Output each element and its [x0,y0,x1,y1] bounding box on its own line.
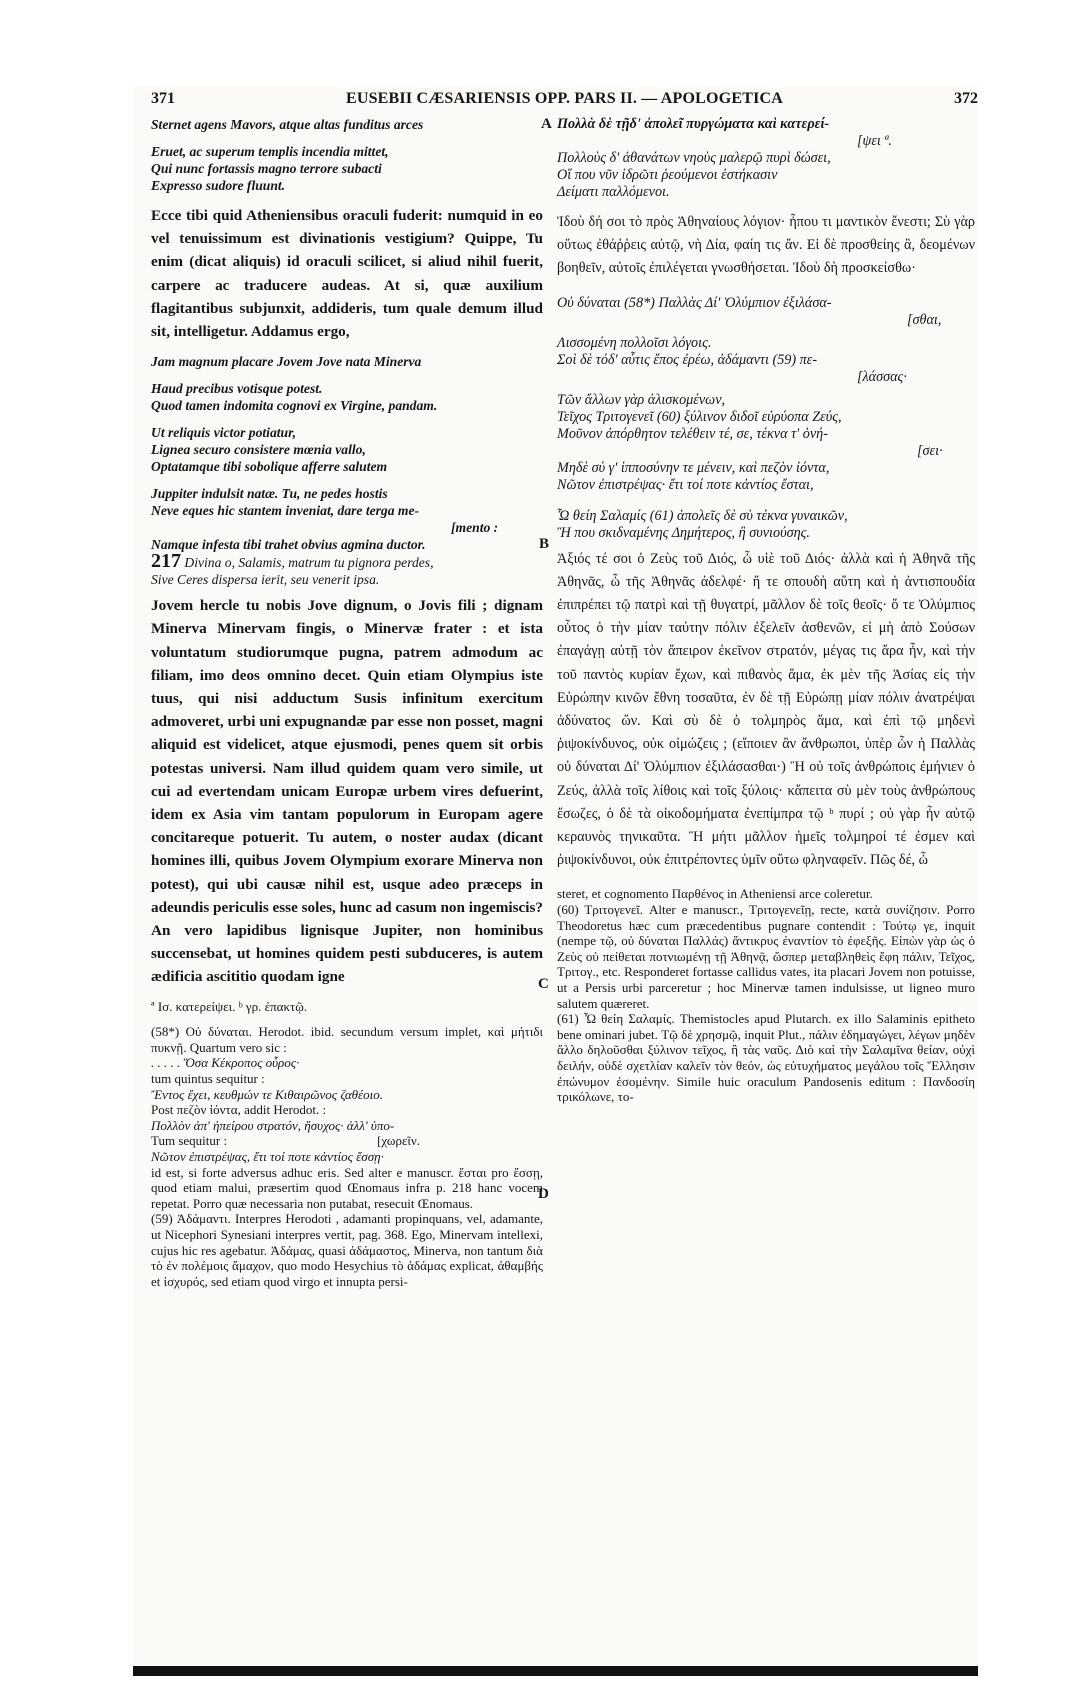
verse-line: Σοὶ δὲ τόδ' αὖτις ἔπος ἐρέω, ἀδάμαντι (59) πε- [557,351,818,368]
verse-line: Quod tamen indomita cognovi ex Virgine, pandam. [151,398,438,414]
verse-line: Νῶτον ἐπιστρέψας· ἔτι τοί ποτε κἀντίος ἔσται, [557,476,814,493]
note-text: tum quintus sequitur : [151,1071,265,1087]
verse-continuation: [ψει ª. [857,133,892,149]
verse-line: Haud precibus votisque potest. [151,381,323,397]
verse-line: Jam magnum placare Jovem Jove nata Minerva [151,354,422,370]
latin-paragraph: Ecce tibi quid Atheniensibus oraculi fuderit: numquid in eo vel tenuissimum est divinationis vestigium? Quippe, Tu enim (dicat aliquis) id oraculi scilicet, si aliud nihil fuerit, carpere ac traducere audeas. At si, quæ auxilium flagitantibus subjunxit, addideris, tum quale demum illud sit, intelligetur. Addamus ergo, [151,207,543,341]
verse-continuation: [mento : [451,520,499,536]
left-column-latin [151,116,543,1289]
section-marker-b: B [539,536,550,552]
running-header [151,90,978,116]
verse-line: Οὐ δύναται (58*) Παλλὰς Δί' Ὀλύμπιον ἐξιλάσα- [557,294,832,311]
verse-continuation: [σει· [917,442,943,459]
verse-line: Λισσομένη πολλοῖσι λόγοις. [557,334,712,351]
running-title: EUSEBII CÆSARIENSIS OPP. PARS II. — APOLOGETICA [345,90,784,107]
verse-line: Expresso sudore fluunt. [151,178,286,193]
commentary-note-61: (61) Ὦ θείη Σαλαμίς. Themistocles apud Plutarch. ex illo Salaminis epitheto bene ominari jubet. Τῷ δὲ χρησμῷ, inquit Plut., πάλιν ἐδημαγώγει, λέγων μηδὲν ἄλλο δηλοῦσθαι ξύλινον τεῖχος, ἢ τὰς ναῦς. Διὸ καὶ τὴν Σαλαμῖνα θείαν, οὐχὶ δειλήν, οὐδὲ σχετλίαν καλεῖν τὸν θεόν, ὡς εὐτυχήματος μεγάλου τοῖς Ἕλλησιν ἐπώνυμον ἐσομένην. Simile huic oraculum Pandosenis editum : Πανδοσίη τρικόλωνε, το- [557,1011,975,1105]
verse-line: Qui nunc fortassis magno terrore subacti [151,161,382,176]
verse-line: Τῶν ἄλλων γὰρ ἁλισκομένων, [557,391,726,408]
commentary-note-59: (59) Ἀδάμαντι. Interpres Herodoti , adamanti propinquans, vel, adamante, ut Nicephori Synesiani interpres vertit, pag. 368. Ego, Minervam intellexi, cujus hic res agebatur. Ἀδάμας, quasi ἀδάμαστος, Minerva, non tantum διὰ τὸ ἐν πολέμοις ἄμαχον, quo modo Hesychius τὸ ἀδάμας explicat, ἀθαμβής et ἰσχυρός, sed etiam quod virgo et innupta persi- [151,1211,543,1289]
note-greek: Ἔντος ἔχει, κευθμών τε Κιθαιρῶνος ζαθέοιο. [151,1086,384,1102]
note-greek: Πολλὸν ἀπ' ἠπείρου στρατόν, ἥσυχος· ἀλλ' ὑπο- [151,1117,395,1133]
verse-line: Eruet, ac superum templis incendia mittet, [151,144,389,159]
right-column-greek [557,116,975,1105]
verse-line: Ut reliquis victor potiatur, [151,425,297,441]
verse-block [151,143,543,194]
page-number-right: 372 [954,90,978,107]
note-greek: Νῶτον ἐπιστρέψας, ἔτι τοί ποτε κἀντίος ἔσσῃ· [151,1149,384,1165]
commentary-note-58 [151,1024,543,1211]
note-text: id est, si forte adversus adhuc eris. Sed alter e manuscr. ἔσται pro ἔσσῃ, quod etiam malui, præsertim quod Œnomaus infra p. 218 hanc vocem repetat. Porro quæ necessaria non putabat, resecuit Œnomaus. [151,1164,543,1211]
commentary-note-cont: steret, et cognomento Παρθένος in Atheniensi arce coleretur. [557,886,873,902]
section-marker-a: A [541,116,552,132]
verse-line: Πολλοὺς δ' ἀθανάτων νηοὺς μαλερῷ πυρὶ δώσει, [557,150,831,166]
verse-line: Οἵ που νῦν ἱδρῶτι ῥεούμενοι ἑστήκασιν [557,167,778,183]
page-margin [0,0,133,1694]
verse-line: Ἢ που σκιδναμένης Δημήτερος, ἢ συνιούσης. [557,524,810,541]
verse-line: Namque infesta tibi trahet obvius agmina ductor. [151,537,426,553]
note-text: Post πεζὸν ἰόντα, addit Herodot. : [151,1102,327,1118]
verse-line: Τεῖχος Τριτογενεῖ (60) ξύλινον διδοῖ εὐρύοπα Ζεύς, [557,408,842,425]
verse-block [151,424,543,475]
verse-block [151,485,543,553]
note-greek: . . . . . Ὅσα Κέκροπος οὖρος· [151,1055,300,1071]
verse-block [151,380,543,414]
greek-paragraph: Ἰδοὺ δή σοι τὸ πρὸς Ἀθηναίους λόγιον· ἦπου τι μαντικὸν ἔνεστι; Σὺ γὰρ οὕτως ἐθάῤῥεις αὐτῷ, νὴ Δία, φαίη τις ἄν. Εἰ δὲ προσθείης ἃ, δεομένων βοηθεῖν, αὐτοῖς ἐπιλέγεται γνωσθήσεται. Ἰδοὺ δὴ προσκείσθω· [557,214,975,277]
verse-block [557,392,975,460]
greek-paragraph: Ἀξιός τέ σοι ὁ Ζεὺς τοῦ Διός, ὦ υἱὲ τοῦ Διός· ἀλλὰ καὶ ἡ Ἀθηνᾶ τῆς Ἀθηνᾶς, ὦ τῆς Ἀθηνᾶς ἀδελφέ· ἥ τε σπουδὴ αὕτη καὶ ἡ ἀντισπουδία ἐπιπρέπει τῷ πατρὶ καὶ τῇ θυγατρί, μᾶλλον δὲ τοῖς θεοῖς· ὅ τε Ὀλύμπιος οὗτος ὁ τὴν μίαν ταύτην πόλιν ἐξελεῖν ἀσθενῶν, εἰ μὴ ἀπὸ Σούσων ἐπαγάγῃ αὐτῇ τὸν ἄπειρον ἐκεῖνον στρατόν, μέγας τις ἄρα ἦν, καὶ τὴν τοῦ παντὸς κυρίαν ἔχων, καὶ πιθανὸς ἅμα, ἐκ μὲν τῆς Ἀσίας εἰς τὴν Εὐρώπην κινῶν ἔθνη τοσαῦτα, ἐν δὲ τῇ Εὐρώπῃ μίαν πόλιν ἀνατρέψαι ἀδύνατος ὤν. Καὶ σὺ δὲ ὁ τολμηρὸς ἅμα, καὶ ἐπὶ τῷ μηδενὶ ῥιψοκίνδυνος, οὐκ οἰμώζεις ; (εἴποιεν ἂν ἄνθρωποι, ὑπὲρ ὧν ἡ Παλλὰς οὐ δύναται Δί' Ὀλύμπιον ἐξιλάσασθαι·) Ἢ οὐ τοῖς ἀνθρώποις ἐμήνιεν ὁ Ζεύς, ἀλλὰ τοῖς λίθοις καὶ τοῖς ξύλοις· κἄπειτα σὺ μὲν τοὺς ἀνθρώπους ἔσωζες, ὁ δὲ τὰ οἰκοδομήματα ἐνεπίμπρα τῷ ᵇ πυρί ; οὐ γὰρ ἦν αὐτῷ κεραυνὸς τηνικαῦτα. Ἢ μήτι μᾶλλον ἡμεῖς τολμηροί τέ ἐσμεν καὶ ῥιψοκίνδυνοι, οὐκ ἐπιτρέποντες ὑμῖν οὕτω φληναφεῖν. Πῶς δέ, ὦ [557,550,975,869]
verse-line: Μηδὲ σύ γ' ἱπποσύνην τε μένειν, καὶ πεζὸν ἰόντα, [557,459,830,476]
note-text: Tum sequitur : [151,1133,228,1149]
commentary-note-60: (60) Τριτογενεῖ. Alter e manuscr., Τριτογενεῖῃ, recte, κατὰ συνίζησιν. Porro Theodoretus hæc cum præcedentibus pugnare contendit : Τούτῳ γε, inquit (nempe τῷ, οὐ δύναται Παλλάς) ἄντικρυς ἐναντίον τὸ ἐφεξῆς. Εἰπὼν γὰρ ὡς ὁ Ζεὺς οὐ πείθεται ποτνιωμένῃ τῇ Ἀθηνᾷ, ὥσπερ μεταβληθεὶς ἔφη πάλιν, Τεῖχος, Τριτογ., etc. Responderet fortasse callidus vates, ita placari Jovem non potuisse, ut a Persis urbi parceretur ; hoc Minervæ tamen indulsisse, ut ligneo muro salutem quæreret. [557,902,975,1011]
verse-line: Optatamque tibi sobolique afferre salutem [151,459,388,475]
verse-line: Sive Ceres dispersa ierit, seu venerit ipsa. [151,572,380,588]
page-number-left: 371 [151,90,175,107]
verse-line: Sternet agens Mavors, atque altas funditus arces [151,117,424,132]
section-marker-c: C [538,976,549,992]
note-text: (58*) Οὐ δύναται. Herodot. ibid. secundum versum implet, καὶ μήτιδι πυκνῇ. Quartum vero sic : [151,1024,543,1055]
margin-page-number: 217 [151,550,181,573]
verse-continuation: [λάσσας· [857,368,907,385]
verse-line: Lignea securo consistere mœnia vallo, [151,442,366,458]
note-continuation: [χωρεῖν. [377,1133,421,1149]
footnote: ª Ισ. κατερείψει. ᵇ γρ. ἐπακτῷ. [151,998,308,1014]
section-marker-d: D [538,1186,549,1202]
verse-line: Δείματι παλλόμενοι. [557,184,670,200]
scanned-page [133,86,978,1676]
verse-line: Juppiter indulsit natæ. Tu, ne pedes hostis [151,486,388,502]
verse-block [557,460,975,494]
verse-line: Μοῦνον ἀπόρθητον τελέθειν τέ, σε, τέκνα τ' ὀνή- [557,425,828,442]
verse-line: Divina o, Salamis, matrum tu pignora perdes, [184,555,434,571]
verse-continuation: [σθαι, [907,311,942,328]
verse-line: Neve eques hic stantem inveniat, dare terga me- [151,503,420,519]
verse-block [151,550,543,588]
scan-edge-bar [133,1666,978,1676]
latin-paragraph: Jovem hercle tu nobis Jove dignum, o Jovis fili ; dignam Minerva Minervam fingis, o Minervæ frater : et ista voluntatum studiorumque pugna, patrem admodum ac filiam, imo deos omnino decet. Quin etiam Olympius iste tuus, qui nisi adductum Susis infinitum exercitum admoveret, urbi uni expugnandæ par esse non posset, magni aliquid est videlicet, atque ejusmodi, penes quem sit orbis potestas universi. Nam illud quidem quam vero simile, ut cui ad evertendam unicam Europæ urbem vires defuerint, idem ex Asia vim tantam populorum in Europam agere concitareque potuerit. Tu autem, o noster audax (dicant homines illi, quibus Jovem Olympium exorare Minerva non potest), qui ubi causæ nihil est, usque adeo præceps in adeundis periculis esse soles, hunc ad casum non ingemiscis? An vero lapidibus lignisque Jupiter, non hominibus succensebat, ut homines quidem pesti subduceres, is autem ædificia ascititio quodam igne [151,597,543,986]
verse-block [557,335,975,386]
verse-block [557,150,975,201]
verse-block [557,508,975,542]
verse-line: Ὦ θείη Σαλαμίς (61) ἀπολεῖς δὲ σὺ τέκνα γυναικῶν, [557,507,848,524]
verse-line: Πολλὰ δὲ τῇδ' ἀπολεῖ πυργώματα καὶ κατερεί- [557,116,830,132]
